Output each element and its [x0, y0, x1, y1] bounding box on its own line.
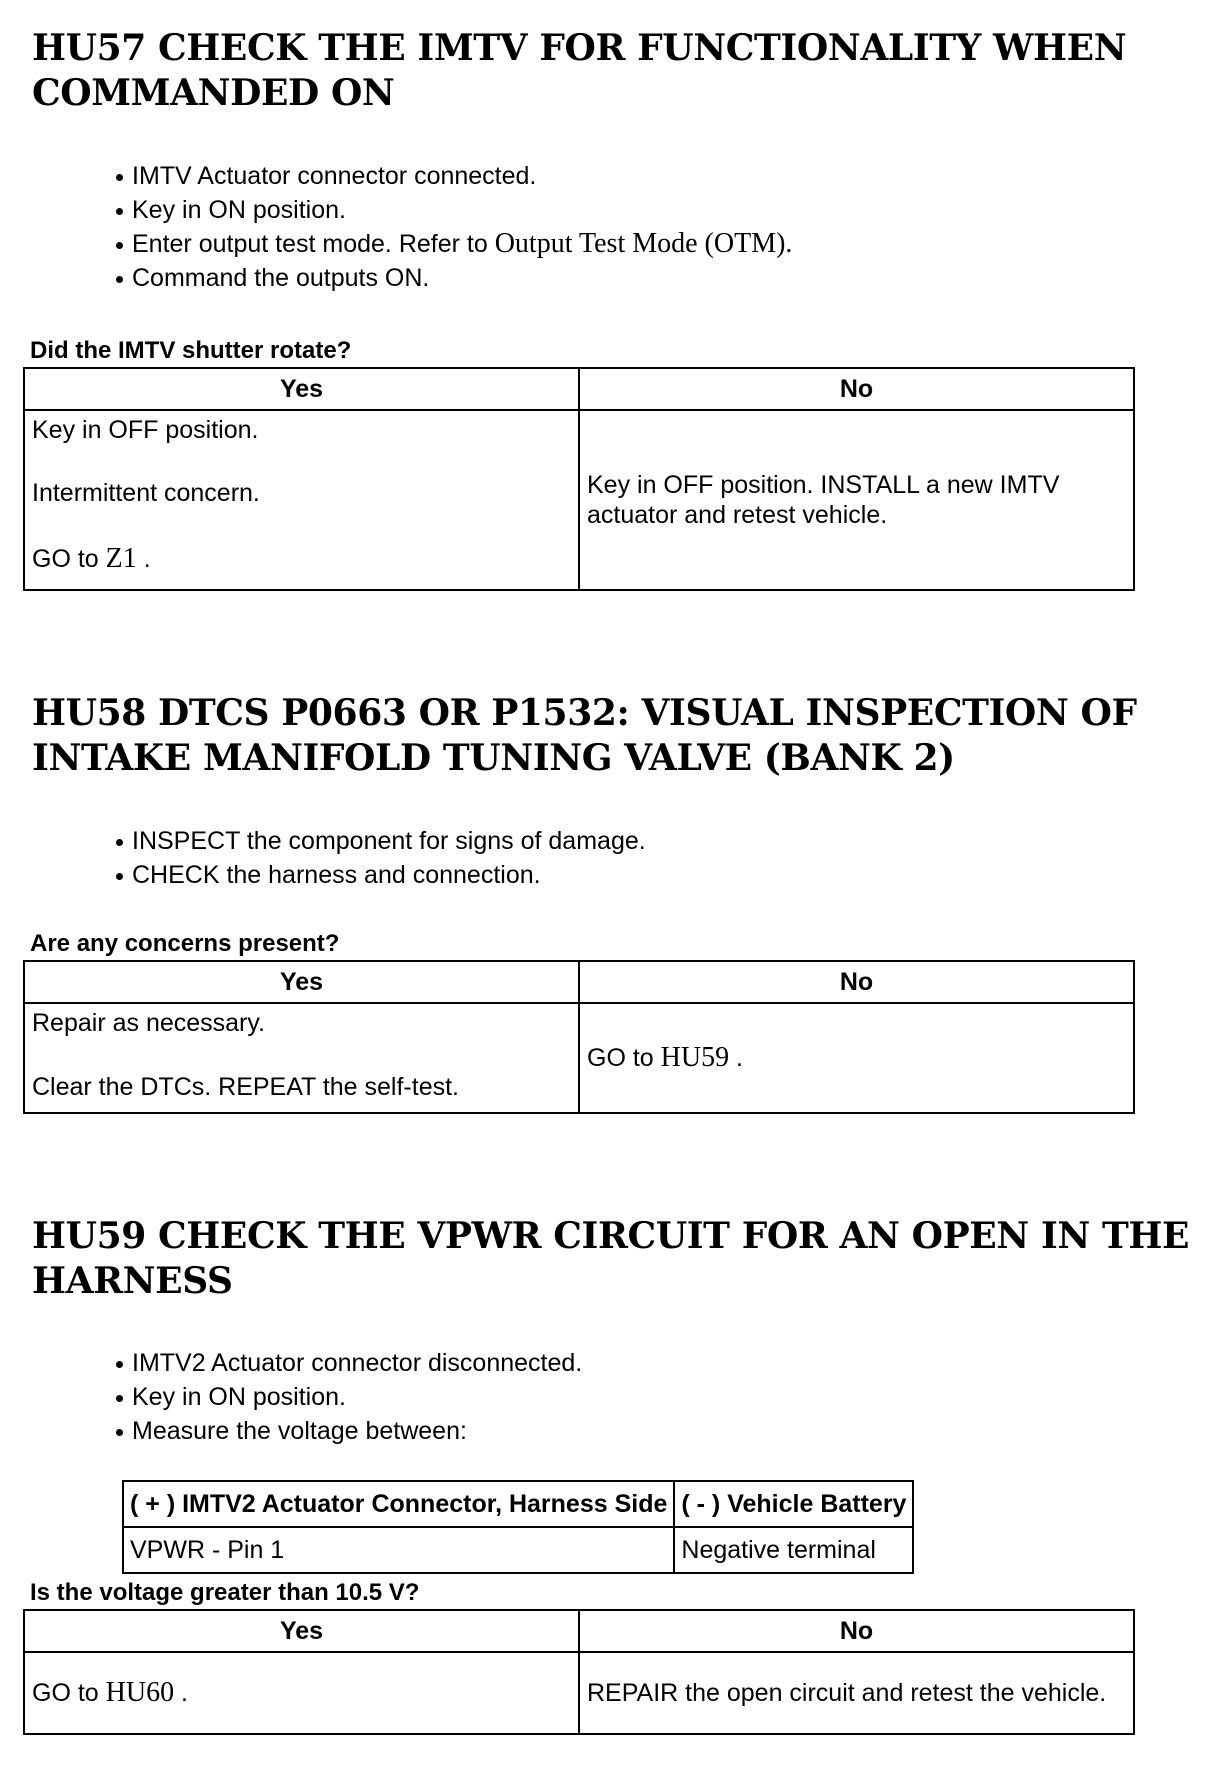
no-header: No	[579, 368, 1134, 410]
step-item: Enter output test mode. Refer to Output Test Mode (OTM).	[116, 227, 792, 261]
yes-cell: GO to HU60 .	[24, 1652, 579, 1734]
question-hu59: Is the voltage greater than 10.5 V?	[30, 1579, 420, 1606]
step-item: Command the outputs ON.	[116, 261, 792, 295]
bullet-icon	[116, 839, 123, 846]
bullet-icon	[116, 1429, 123, 1436]
step-item: Key in ON position.	[116, 193, 792, 227]
bullet-icon	[116, 174, 123, 181]
yes-no-table-hu58	[23, 960, 1135, 1114]
yes-header: Yes	[24, 368, 579, 410]
section-heading-hu59: HU59 CHECK THE VPWR CIRCUIT FOR AN OPEN IN THE HARNESS	[32, 1215, 1190, 1302]
step-item: INSPECT the component for signs of damage.	[116, 824, 646, 858]
step-item: CHECK the harness and connection.	[116, 858, 646, 892]
step-item: IMTV2 Actuator connector disconnected.	[116, 1346, 582, 1380]
measure-cell: VPWR - Pin 1	[123, 1527, 674, 1573]
yes-no-table-hu59	[23, 1609, 1135, 1735]
hu59-link[interactable]: HU59	[660, 1042, 730, 1073]
yes-no-table-hu57	[23, 367, 1135, 591]
section-heading-hu58: HU58 DTCS P0663 OR P1532: VISUAL INSPECTION OF INTAKE MANIFOLD TUNING VALVE (BANK 2)	[32, 692, 1137, 779]
step-item: IMTV Actuator connector connected.	[116, 159, 792, 193]
step-item: Measure the voltage between:	[116, 1414, 582, 1448]
bullet-icon	[116, 873, 123, 880]
yes-cell: Repair as necessary. Clear the DTCs. REPEAT the self-test.	[24, 1003, 579, 1113]
otm-link[interactable]: Output Test Mode (OTM).	[494, 228, 793, 259]
question-hu57: Did the IMTV shutter rotate?	[30, 337, 352, 364]
yes-header: Yes	[24, 1610, 579, 1652]
no-cell: REPAIR the open circuit and retest the vehicle.	[579, 1652, 1134, 1734]
bullet-icon	[116, 1395, 123, 1402]
no-cell: Key in OFF position. INSTALL a new IMTV actuator and retest vehicle.	[579, 410, 1134, 590]
bullet-icon	[116, 242, 123, 249]
no-header: No	[579, 961, 1134, 1003]
bullet-icon	[116, 276, 123, 283]
bullet-icon	[116, 1361, 123, 1368]
measure-header-positive: ( + ) IMTV2 Actuator Connector, Harness Side	[123, 1481, 674, 1527]
step-item: Key in ON position.	[116, 1380, 582, 1414]
no-header: No	[579, 1610, 1134, 1652]
measure-cell: Negative terminal	[674, 1527, 913, 1573]
bullet-icon	[116, 208, 123, 215]
hu60-link[interactable]: HU60	[105, 1677, 175, 1708]
measurement-table	[122, 1480, 914, 1574]
step-list-hu57	[116, 159, 792, 295]
z1-link[interactable]: Z1	[105, 543, 137, 574]
yes-cell: Key in OFF position. Intermittent concern. GO to Z1 .	[24, 410, 579, 590]
step-list-hu59	[116, 1346, 582, 1448]
section-heading-hu57: HU57 CHECK THE IMTV FOR FUNCTIONALITY WHEN COMMANDED ON	[32, 27, 1127, 114]
measure-header-negative: ( - ) Vehicle Battery	[674, 1481, 913, 1527]
question-hu58: Are any concerns present?	[30, 930, 340, 957]
yes-header: Yes	[24, 961, 579, 1003]
step-list-hu58	[116, 824, 646, 892]
no-cell: GO to HU59 .	[579, 1003, 1134, 1113]
